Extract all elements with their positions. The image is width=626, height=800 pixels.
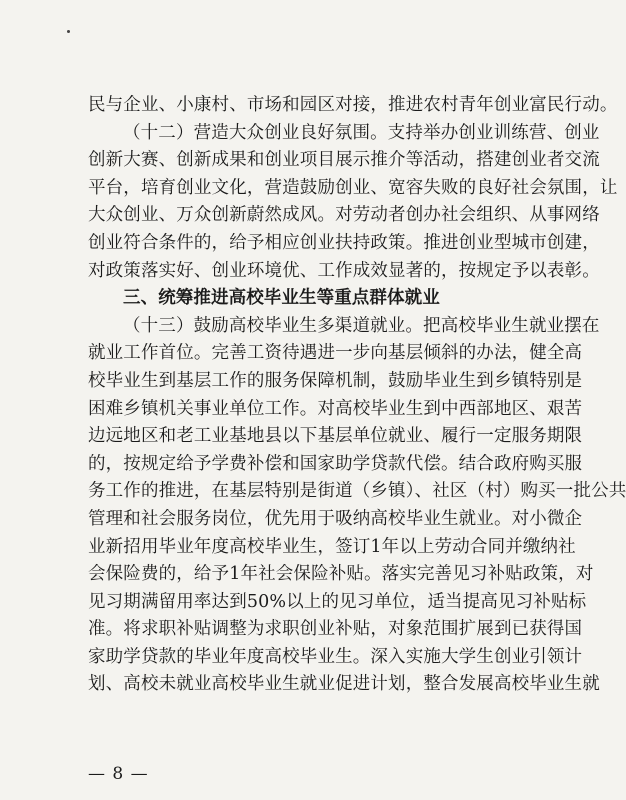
text-line: 民与企业、小康村、市场和园区对接，推进农村青年创业富民行动。	[88, 95, 618, 115]
text-line: 创业符合条件的，给予相应创业扶持政策。推进创业型城市创建，	[88, 232, 600, 253]
text-line: 创新大赛、创新成果和创业项目展示推介等活动，搭建创业者交流	[88, 150, 600, 171]
paragraph-13-start: （十三）鼓励高校毕业生多渠道就业。把高校毕业生就业摆在	[123, 315, 600, 336]
text-line: 的，按规定给予学费补偿和国家助学贷款代偿。结合政府购买服	[88, 453, 583, 474]
text-line: 大众创业、万众创新蔚然成风。对劳动者创办社会组织、从事网络	[88, 205, 600, 226]
text-line: 对政策落实好、创业环境优、工作成效显著的，按规定予以表彰。	[88, 260, 600, 281]
text-line: 务工作的推进，在基层特别是街道（乡镇）、社区（村）购买一批公共	[88, 481, 626, 502]
text-line: 平台，培育创业文化，营造鼓励创业、宽容失败的良好社会氛围，让	[88, 177, 618, 198]
text-line: 会保险费的，给予1年社会保险补贴。落实完善见习补贴政策，对	[88, 564, 594, 585]
text-line: 家助学贷款的毕业年度高校毕业生。深入实施大学生创业引领计	[88, 646, 583, 667]
paragraph-12-start: （十二）营造大众创业良好氛围。支持举办创业训练营、创业	[123, 122, 600, 143]
scan-speck	[67, 30, 70, 33]
text-line: 校毕业生到基层工作的服务保障机制，鼓励毕业生到乡镇特别是	[88, 370, 583, 391]
text-line: 业新招用毕业年度高校毕业生，签订1年以上劳动合同并缴纳社	[88, 536, 576, 557]
page-number: — 8 —	[88, 764, 149, 784]
text-line: 见习期满留用率达到50%以上的见习单位，适当提高见习补贴标	[88, 591, 587, 612]
text-line: 困难乡镇机关事业单位工作。对高校毕业生到中西部地区、艰苦	[88, 398, 583, 419]
text-line: 划、高校未就业高校毕业生就业促进计划，整合发展高校毕业生就	[88, 674, 600, 695]
text-line: 管理和社会服务岗位，优先用于吸纳高校毕业生就业。对小微企	[88, 508, 583, 529]
body-text	[88, 92, 626, 699]
section-heading: 三、统筹推进高校毕业生等重点群体就业	[123, 288, 440, 309]
text-line: 就业工作首位。完善工资待遇进一步向基层倾斜的办法，健全高	[88, 343, 583, 364]
text-line: 边远地区和老工业基地县以下基层单位就业、履行一定服务期限	[88, 426, 583, 447]
text-line: 准。将求职补贴调整为求职创业补贴，对象范围扩展到已获得国	[88, 619, 583, 640]
